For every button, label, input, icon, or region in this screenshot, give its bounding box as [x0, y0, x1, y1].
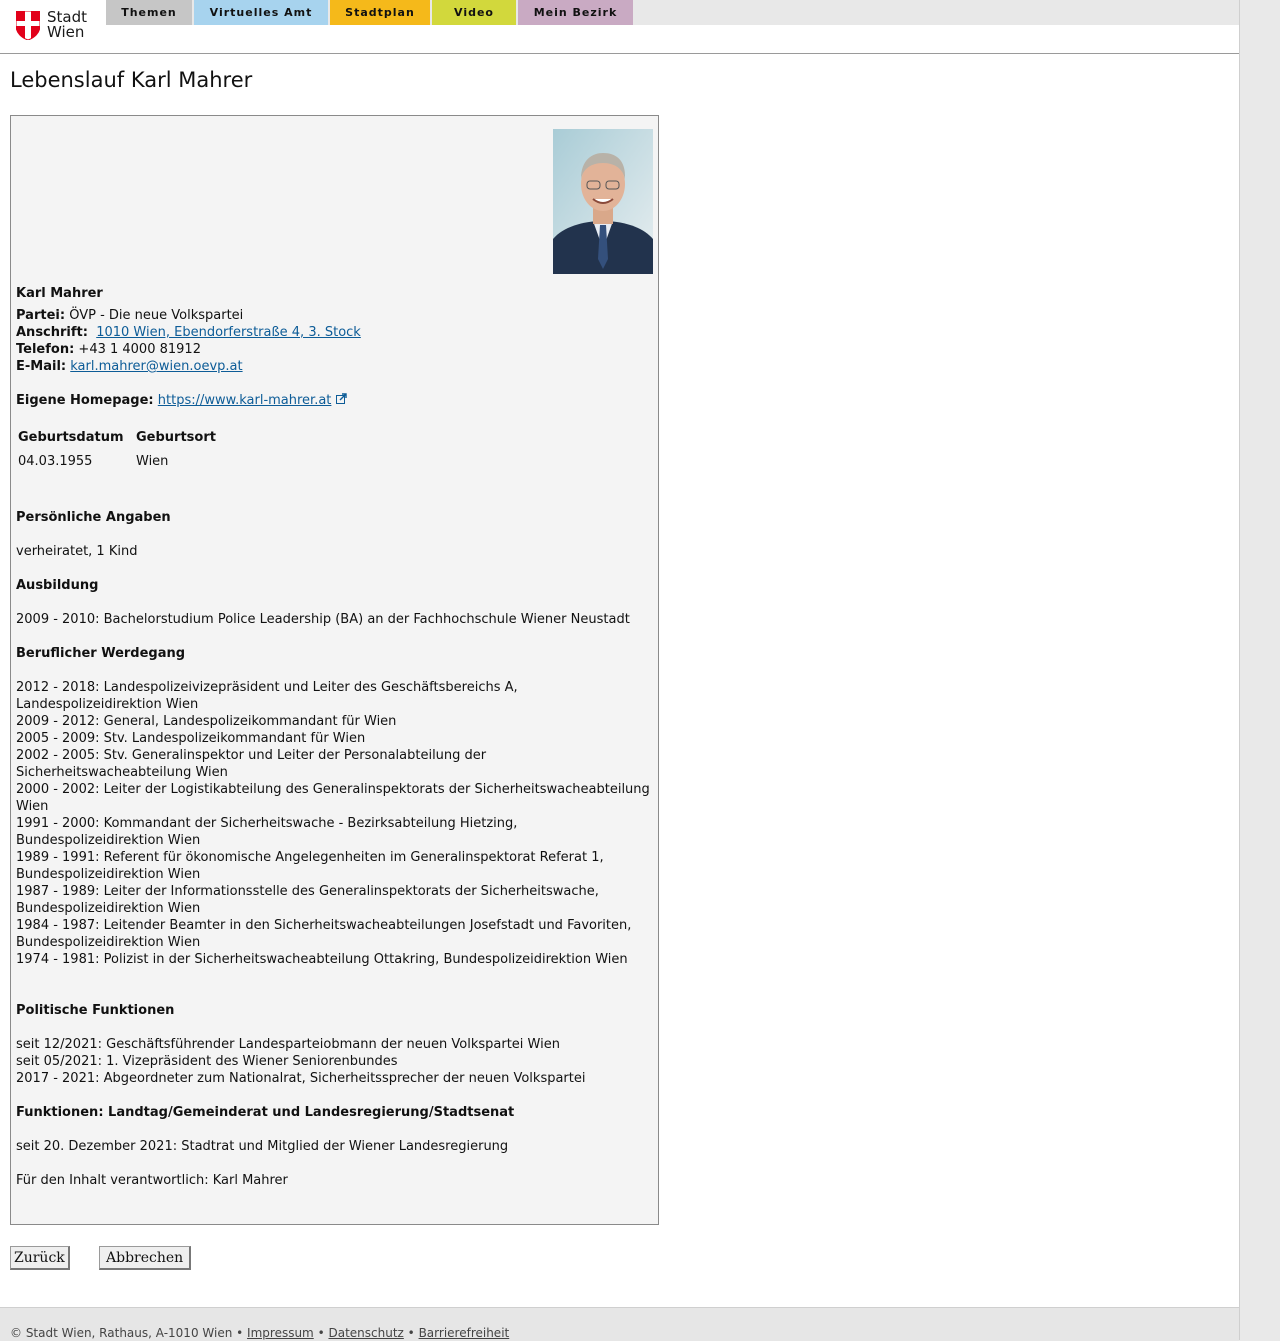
datenschutz-link[interactable]: Datenschutz — [328, 1326, 404, 1340]
homepage-label: Eigene Homepage: — [16, 393, 154, 408]
barrierefreiheit-link[interactable]: Barrierefreiheit — [418, 1326, 510, 1340]
page-title: Lebenslauf Karl Mahrer — [10, 68, 253, 92]
main-navigation — [106, 0, 1239, 25]
nav-tab-mein-bezirk[interactable]: Mein Bezirk — [518, 0, 633, 25]
education-text: 2009 - 2010: Bachelorstudium Police Leadership (BA) an der Fachhochschule Wiener Neustadt — [16, 612, 630, 627]
impressum-link[interactable]: Impressum — [247, 1326, 314, 1340]
party-row — [16, 307, 243, 324]
nav-tab-video[interactable]: Video — [432, 0, 516, 25]
career-line: 2002 - 2005: Stv. Generalinspektor und Leiter der Personalabteilung der — [16, 748, 487, 763]
functions-heading: Funktionen: Landtag/Gemeinderat und Landesregierung/Stadtsenat — [16, 1105, 515, 1120]
logo-line-wien: Wien — [47, 23, 85, 41]
homepage-link[interactable]: https://www.karl-mahrer.at — [157, 393, 332, 408]
career-line: Bundespolizeidirektion Wien — [16, 901, 201, 916]
logo-wordmark — [47, 10, 87, 40]
email-link[interactable]: karl.mahrer@wien.oevp.at — [70, 359, 243, 374]
nav-tab-virtuelles-amt[interactable]: Virtuelles Amt — [194, 0, 328, 25]
phone-row — [16, 341, 201, 358]
career-line: Bundespolizeidirektion Wien — [16, 867, 201, 882]
birthdate-value: 04.03.1955 — [18, 454, 93, 469]
functions-text: seit 20. Dezember 2021: Stadtrat und Mitglied der Wiener Landesregierung — [16, 1139, 509, 1154]
footer-separator: • — [317, 1326, 325, 1340]
homepage-row — [16, 392, 347, 409]
footer-text — [10, 1326, 509, 1340]
personal-heading: Persönliche Angaben — [16, 510, 171, 525]
profile-name: Karl Mahrer — [16, 286, 103, 301]
birthplace-value: Wien — [136, 454, 169, 469]
footer-copyright: © Stadt Wien, Rathaus, A-1010 Wien — [10, 1326, 233, 1340]
career-line: 1991 - 2000: Kommandant der Sicherheitswache - Bezirksabteilung Hietzing, — [16, 816, 518, 831]
career-line: 2012 - 2018: Landespolizeivizepräsident und Leiter des Geschäftsbereichs A, — [16, 680, 518, 695]
site-footer — [0, 1307, 1239, 1341]
portrait-photo — [553, 129, 653, 274]
table-header-birthplace: Geburtsort — [136, 430, 216, 445]
career-line: 2009 - 2012: General, Landespolizeikommandant für Wien — [16, 714, 397, 729]
vienna-shield-icon — [16, 11, 40, 40]
nav-tab-themen[interactable]: Themen — [106, 0, 192, 25]
table-header-birthdate: Geburtsdatum — [18, 430, 124, 445]
profile-card — [10, 115, 659, 1225]
career-line: 2005 - 2009: Stv. Landespolizeikommandant für Wien — [16, 731, 366, 746]
address-link[interactable]: 1010 Wien, Ebendorferstraße 4, 3. Stock — [96, 325, 361, 340]
email-label: E-Mail: — [16, 359, 67, 374]
political-heading: Politische Funktionen — [16, 1003, 175, 1018]
cancel-button[interactable]: Abbrechen — [99, 1246, 191, 1270]
political-line: seit 12/2021: Geschäftsführender Landesparteiobmann der neuen Volkspartei Wien — [16, 1037, 560, 1052]
footer-separator: • — [236, 1326, 244, 1340]
back-button[interactable]: Zurück — [10, 1246, 70, 1270]
education-heading: Ausbildung — [16, 578, 99, 593]
career-line: Wien — [16, 799, 49, 814]
nav-tab-stadtplan[interactable]: Stadtplan — [330, 0, 430, 25]
career-heading: Beruflicher Werdegang — [16, 646, 186, 661]
party-label: Partei: — [16, 308, 66, 323]
career-line: Bundespolizeidirektion Wien — [16, 935, 201, 950]
political-line: 2017 - 2021: Abgeordneter zum Nationalrat, Sicherheitssprecher der neuen Volkspartei — [16, 1071, 586, 1086]
career-line: 1984 - 1987: Leitender Beamter in den Sicherheitswacheabteilungen Josefstadt und Favoriten, — [16, 918, 632, 933]
political-line: seit 05/2021: 1. Vizepräsident des Wiener Seniorenbundes — [16, 1054, 398, 1069]
responsible-text: Für den Inhalt verantwortlich: Karl Mahrer — [16, 1173, 288, 1188]
address-row — [16, 324, 361, 341]
email-row — [16, 358, 243, 375]
career-line: 1987 - 1989: Leiter der Informationsstelle des Generalinspektorats der Sicherheitswache, — [16, 884, 599, 899]
logo-line-stadt: Stadt — [47, 8, 87, 26]
external-link-icon — [336, 393, 347, 404]
personal-text: verheiratet, 1 Kind — [16, 544, 138, 559]
phone-label: Telefon: — [16, 342, 75, 357]
footer-separator: • — [407, 1326, 415, 1340]
phone-value: +43 1 4000 81912 — [78, 342, 201, 357]
career-line: 1974 - 1981: Polizist in der Sicherheitswacheabteilung Ottakring, Bundespolizeidirektion Wien — [16, 952, 628, 967]
career-line: 2000 - 2002: Leiter der Logistikabteilung des Generalinspektorats der Sicherheitswacheabteilung — [16, 782, 650, 797]
career-line: 1989 - 1991: Referent für ökonomische Angelegenheiten im Generalinspektorat Referat 1, — [16, 850, 604, 865]
stadt-wien-logo[interactable] — [16, 10, 96, 42]
party-value: ÖVP - Die neue Volkspartei — [69, 308, 244, 323]
career-line: Sicherheitswacheabteilung Wien — [16, 765, 228, 780]
career-line: Landespolizeidirektion Wien — [16, 697, 199, 712]
site-header — [0, 0, 1239, 54]
career-line: Bundespolizeidirektion Wien — [16, 833, 201, 848]
address-label: Anschrift: — [16, 325, 88, 340]
